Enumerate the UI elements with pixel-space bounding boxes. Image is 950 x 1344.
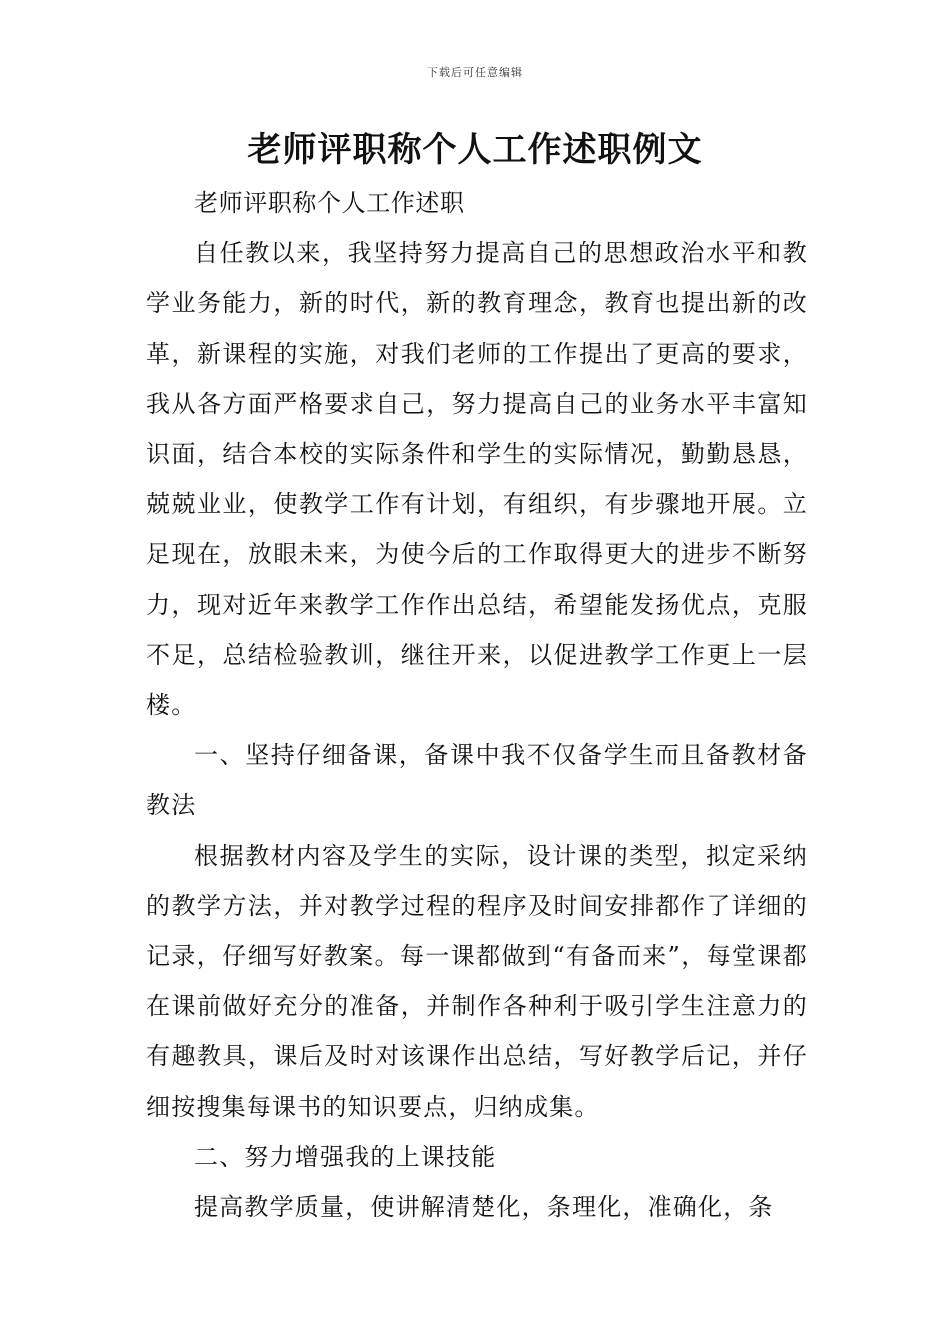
section-heading: 二、努力增强我的上课技能 [194,1142,497,1171]
body-paragraph: 提高教学质量，使讲解清楚化，条理化，准确化，条 [194,1193,774,1222]
document-title: 老师评职称个人工作述职例文 [247,130,703,170]
body-paragraph: 根据教材内容及学生的实际，设计课的类型，拟定采纳的教学方法，并对教学过程的程序及时间安排都作了详细的记录，仔细写好教案。每一课都做到“有备而来”，每堂课都在课前做好充分的准备，并制作各种利于吸引学生注意力的有趣教具，课后及时对该课作出总结，写好教学后记，并仔细按搜集每课书的知识要点，归纳成集。 [146,841,808,1121]
document-body [146,178,808,1232]
section-heading: 一、坚持仔细备课，备课中我不仅备学生而且备教材备教法 [146,741,808,820]
header-note: 下载后可任意编辑 [427,66,523,79]
document-subtitle: 老师评职称个人工作述职 [194,189,465,217]
body-paragraph: 自任教以来，我坚持努力提高自己的思想政治水平和教学业务能力，新的时代，新的教育理念，教育也提出新的改革，新课程的实施，对我们老师的工作提出了更高的要求，我从各方面严格要求自己，努力提高自己的业务水平丰富知识面，结合本校的实际条件和学生的实际情况，勤勤恳恳，兢兢业业，使教学工作有计划，有组织，有步骤地开展。立足现在，放眼未来，为使今后的工作取得更大的进步不断努力，现对近年来教学工作作出总结，希望能发扬优点，克服不足，总结检验教训，继往开来，以促进教学工作更上一层楼。 [146,239,808,720]
